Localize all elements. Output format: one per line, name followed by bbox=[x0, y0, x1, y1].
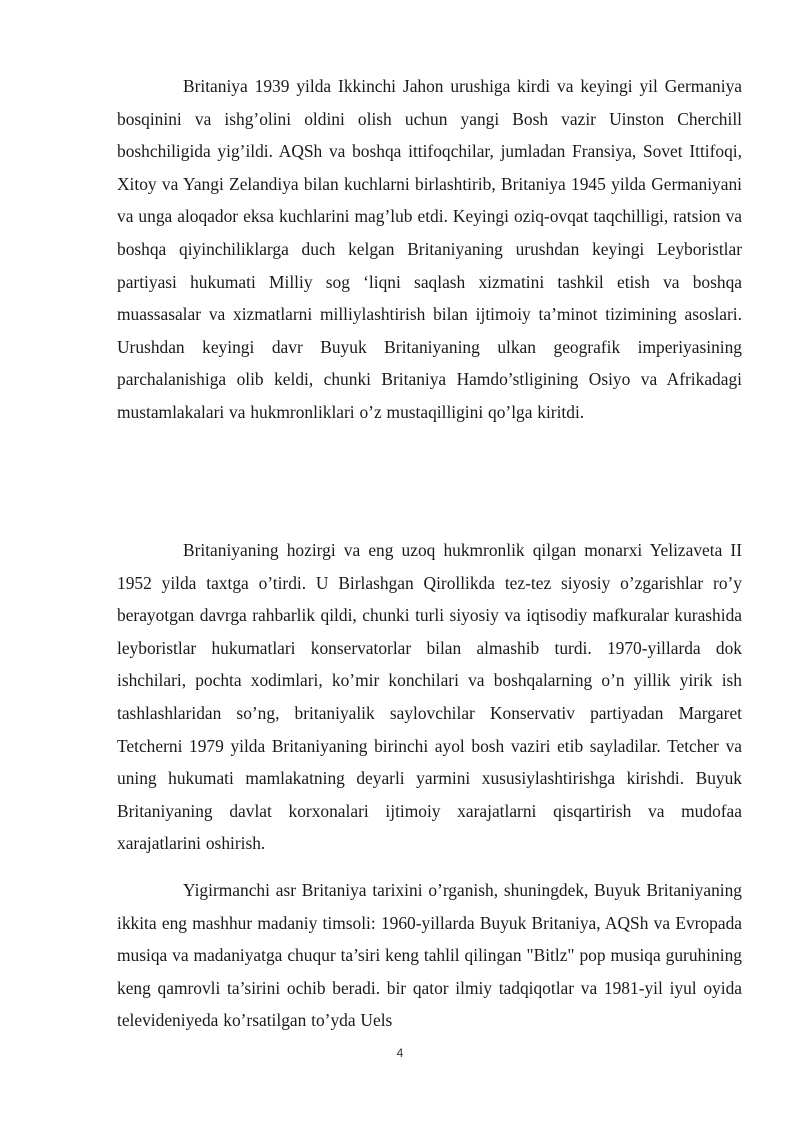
page-number: 4 bbox=[396, 1046, 404, 1060]
paragraph-twentieth-century: Yigirmanchi asr Britaniya tarixini o’rganish, shuningdek, Buyuk Britaniyaning ikkita eng mashhur madaniy timsoli: 1960-yillarda Buyuk Britaniya, AQSh va Evropada musiqa va madaniyatga chuqur ta’siri keng tahlil qilingan "Bitlz" pop musiqa guruhining keng qamrovli ta’sirini ochib beradi. bir qator ilmiy tadqiqotlar va 1981-yil iyul oyida televideniyeda ko’rsatilgan to’yda Uels bbox=[117, 880, 742, 1031]
paragraph-elizabeth-ii: Britaniyaning hozirgi va eng uzoq hukmronlik qilgan monarxi Yelizaveta II 1952 yilda taxtga o’tirdi. U Birlashgan Qirollikda tez-tez siyosiy o’zgarishlar ro’y berayotgan davrga rahbarlik qildi, chunki turli siyosiy va iqtisodiy mafkuralar kurashida leyboristlar hukumatlari konservatorlar bilan almashib turdi. 1970-yillarda dok ishchilari, pochta xodimlari, ko’mir konchilari va boshqalarning o’n yillik yirik ish tashlashlaridan so’ng, britaniyalik saylovchilar Konservativ partiyadan Margaret Tetcherni 1979 yilda Britaniyaning birinchi ayol bosh vaziri etib sayladilar. Tetcher va uning hukumati mamlakatning deyarli yarmini xususiylashtirishga kirishdi. Buyuk Britaniyaning davlat korxonalari ijtimoiy xarajatlarni qisqartirish va mudofaa xarajatlarini oshirish. bbox=[117, 540, 742, 854]
paragraph-ww2: Britaniya 1939 yilda Ikkinchi Jahon urushiga kirdi va keyingi yil Germaniya bosqinini va ishg’olini oldini olish uchun yangi Bosh vazir Uinston Cherchill boshchiligida yig’ildi. AQSh va boshqa ittifoqchilar, jumladan Fransiya, Sovet Ittifoqi, Xitoy va Yangi Zelandiya bilan kuchlarni birlashtirib, Britaniya 1945 yilda Germaniyani va unga aloqador eksa kuchlarini mag’lub etdi. Keyingi oziq-ovqat taqchilligi, ratsion va boshqa qiyinchiliklarga duch kelgan Britaniyaning urushdan keyingi Leyboristlar partiyasi hukumati Milliy sog ‘liqni saqlash xizmatini tashkil etish va boshqa muassasalar va xizmatlarni milliylashtirish bilan ijtimoiy ta’minot tizimining asoslari. Urushdan keyingi davr Buyuk Britaniyaning ulkan geografik imperiyasining parchalanishiga olib keldi, chunki Britaniya Hamdo’stligining Osiyo va Afrikadagi mustamlakalari va hukmronliklari o’z mustaqilligini qo’lga kiritdi. bbox=[117, 76, 742, 422]
